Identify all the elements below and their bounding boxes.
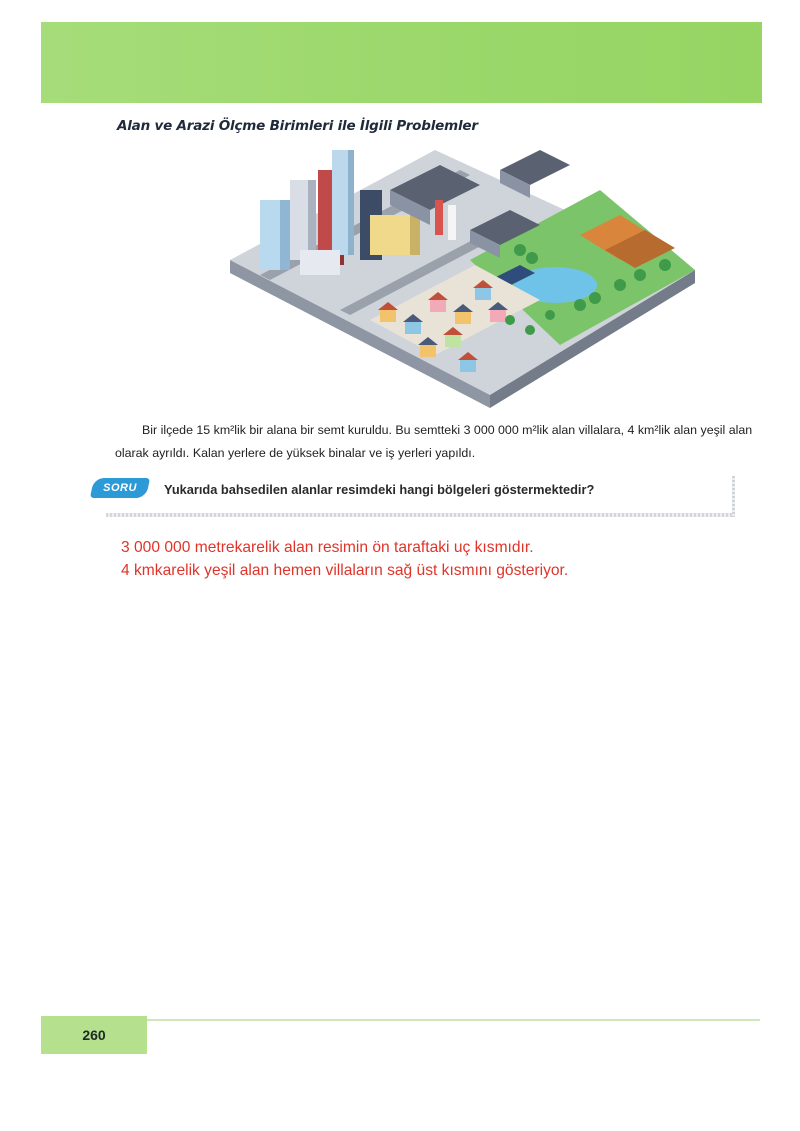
footer-line: [147, 1019, 760, 1021]
header-band: [41, 22, 762, 103]
question-box-border: [106, 513, 735, 517]
handwritten-answer: [121, 536, 568, 582]
answer-line-1: 3 000 000 metrekarelik alan resimin ön taraftaki uç kısmıdır.: [121, 539, 534, 556]
question-box: [92, 474, 735, 517]
soru-badge: [90, 478, 150, 498]
soru-badge-label: SORU: [103, 482, 137, 494]
question-text: Yukarıda bahsedilen alanlar resimdeki hangi bölgeleri göstermektedir?: [164, 482, 595, 497]
problem-paragraph: [115, 419, 755, 465]
city-illustration: [220, 140, 700, 410]
problem-text: Bir ilçede 15 km²lik bir alana bir semt kuruldu. Bu semtteki 3 000 000 m²lik alan villalara, 4 km²lik alan yeşil alan olarak ayrıldı. Kalan yerlere de yüksek binalar ve iş yerleri yapıldı.: [115, 423, 753, 460]
question-box-side: [732, 476, 735, 517]
answer-line-2: 4 kmkarelik yeşil alan hemen villaların sağ üst kısmını gösteriyor.: [121, 562, 569, 579]
section-title: Alan ve Arazi Ölçme Birimleri ile İlgili Problemler: [117, 118, 478, 134]
page-number: 260: [82, 1027, 106, 1043]
